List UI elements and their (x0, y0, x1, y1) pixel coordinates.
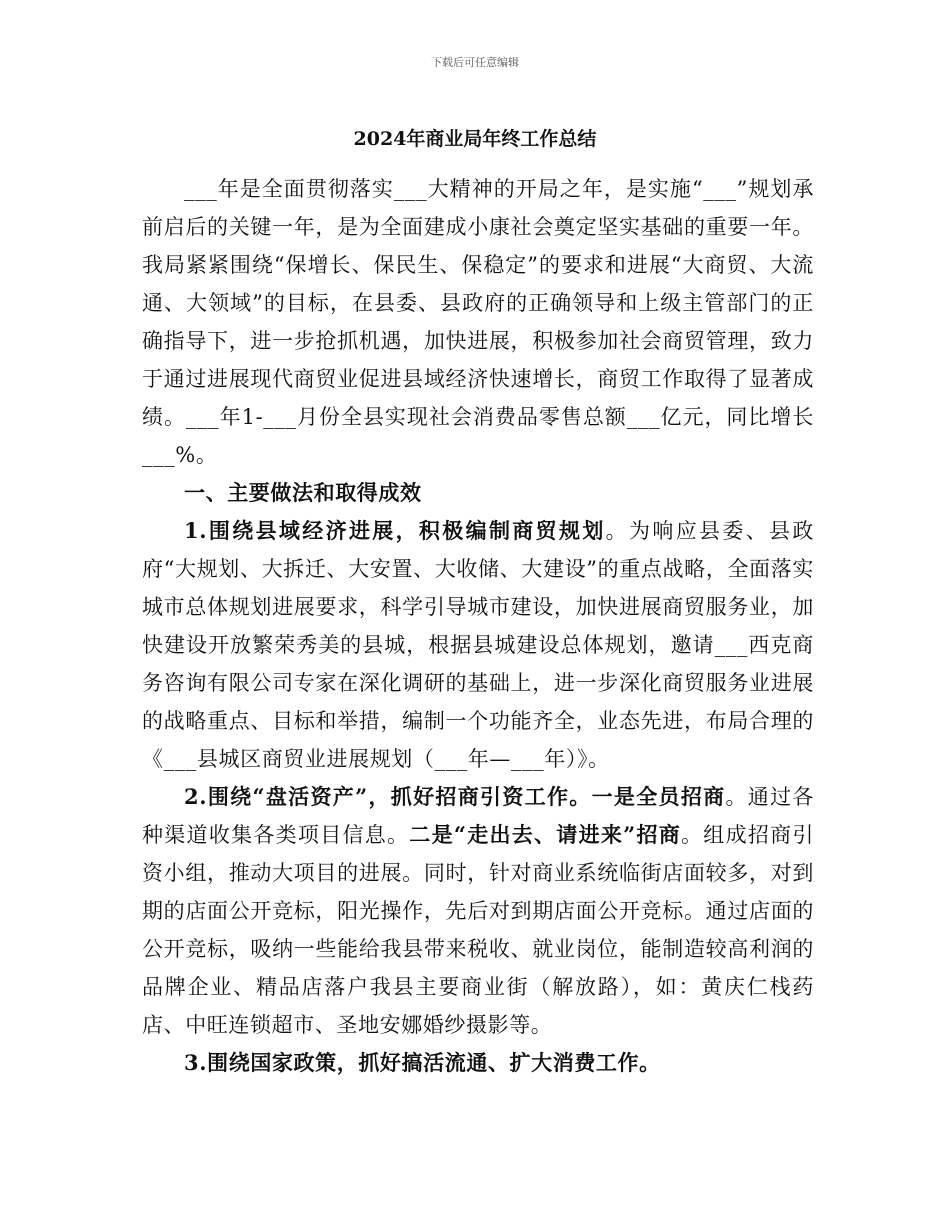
document-title: 2024年商业局年终工作总结 (353, 128, 597, 150)
document-body (142, 170, 814, 1082)
item-2-lead-2: 二是“走出去、请进来”招商 (409, 822, 682, 847)
item-2-lead: 2.围绕“盘活资产”，抓好招商引资工作。一是全员招商 (184, 784, 726, 809)
item-3-heading: 3.围绕国家政策，抓好搞活流通、扩大消费工作。 (184, 1050, 661, 1075)
item-1-lead: 1.围绕县域经济进展，积极编制商贸规划 (184, 518, 606, 543)
item-2-text-1: 。通过各种渠道收集各类项目信息。 (142, 785, 814, 847)
item-1-paragraph (142, 512, 814, 778)
item-2-text-2: 。组成招商引资小组，推动大项目的进展。同时，针对商业系统临街店面较多，对到期的店面公开竞标，阳光操作，先后对到期店面公开竞标。通过店面的公开竞标，吸纳一些能给我县带来税收、就业岗位，能制造较高利润的品牌企业、精品店落户我县主要商业街（解放路），如：黄庆仁栈药店、中旺连锁超市、圣地安娜婚纱摄影等。 (142, 823, 814, 1037)
section-heading: 一、主要做法和取得成效 (184, 480, 422, 505)
intro-paragraph: ___年是全面贯彻落实___大精神的开局之年，是实施“___”规划承前启后的关键一年，是为全面建成小康社会奠定坚实基础的重要一年。我局紧紧围绕“保增长、保民生、保稳定”的要求和进展“大商贸、大流通、大领域”的目标，在县委、县政府的正确领导和上级主管部门的正确指导下，进一步抢抓机遇，加快进展，积极参加社会商贸管理，致力于通过进展现代商贸业促进县域经济快速增长，商贸工作取得了显著成绩。___年1-___月份全县实现社会消费品零售总额___亿元，同比增长___%。 (142, 177, 814, 467)
item-2-paragraph (142, 778, 814, 1044)
item-1-text: 。为响应县委、县政府“大规划、大拆迁、大安置、大收储、大建设”的重点战略，全面落实城市总体规划进展要求，科学引导城市建设，加快进展商贸服务业，加快建设开放繁荣秀美的县城，根据县城建设总体规划，邀请___西克商务咨询有限公司专家在深化调研的基础上，进一步深化商贸服务业进展的战略重点、目标和举措，编制一个功能齐全，业态先进，布局合理的《___县城区商贸业进展规划（___年—___年）》。 (142, 519, 814, 771)
header-note: 下载后可任意编辑 (431, 56, 519, 69)
